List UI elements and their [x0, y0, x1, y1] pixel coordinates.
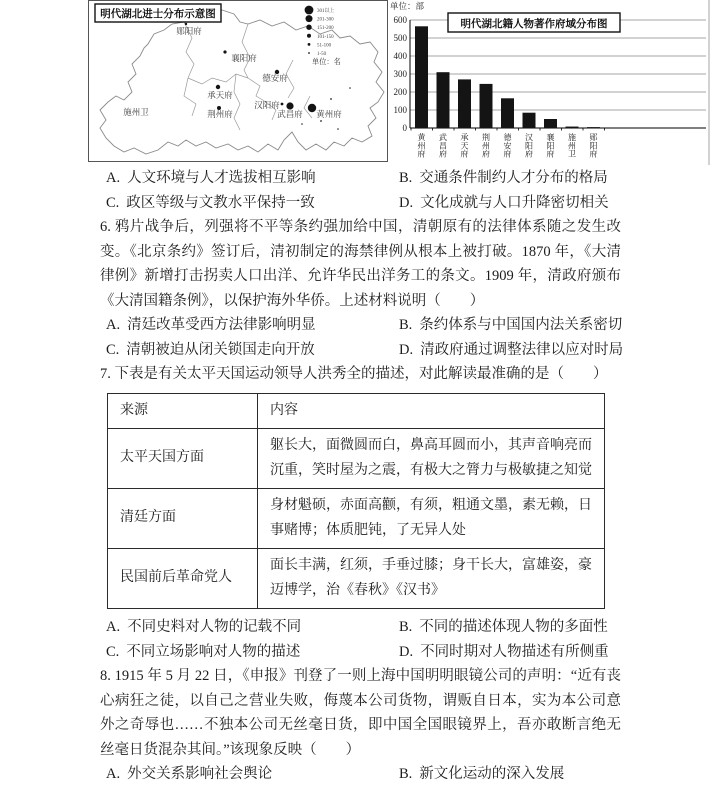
q7-options: [100, 615, 621, 664]
option-text: 不同史料对人物的记载不同: [127, 619, 302, 635]
map-place-label: 汉阳府: [254, 100, 280, 110]
option-letter: A.: [106, 619, 121, 635]
q7-option-a: [106, 615, 399, 640]
option-letter: B.: [399, 766, 413, 782]
chart-x-labels: [411, 128, 605, 159]
option-text: 交通条件制约人才分布的格局: [419, 170, 608, 186]
q7-option-d: [399, 640, 621, 665]
option-text: 文化成就与人口升降密切相关: [420, 194, 609, 211]
q7-stem: 7. 下表是有关太平天国运动领导人洪秀全的描述，对此解读最准确的是（ ）: [100, 366, 608, 382]
option-text: 外交关系影响社会舆论: [127, 766, 273, 782]
map-place-label: 施州卫: [123, 107, 149, 117]
y-tick-label: 200: [393, 87, 407, 97]
y-tick-label: 600: [393, 15, 407, 25]
x-category-label: 德安府: [503, 133, 512, 159]
map-dot: [216, 85, 220, 89]
bar: [415, 26, 428, 128]
cell-source: 太平天国方面: [108, 429, 258, 489]
map-unit-label: 单位：名: [312, 58, 341, 66]
cell-content: 身材魁硕，赤面高颧，有须，粗通文墨，素无赖，日事赌博；体质肥钝，了无异人处: [258, 489, 605, 549]
legend-dot: [306, 25, 311, 30]
x-category-label: 武昌府: [439, 133, 447, 159]
option-letter: A.: [106, 766, 121, 782]
option-letter: A.: [106, 317, 121, 333]
q8-stem: 8. 1915 年 5 月 22 日，《申报》刊登了一则上海中国明明眼镜公司的声明：“近有丧心病狂之徒，以自己之营业失败，侮蔑本公司货物，谓贩自日本，实为本公司意外之奇辱也……不独本公司无丝毫日货，即中国全国眼镜界上，吾亦敢断言绝无丝毫日货混杂其间。”该现象反映（ ）: [100, 668, 621, 758]
q6-option-a: [106, 313, 399, 338]
y-tick-label: 0: [402, 123, 407, 133]
q8-option-b: [399, 762, 621, 787]
bar: [566, 127, 579, 128]
table-header-row: [108, 393, 605, 429]
y-tick-label: 500: [393, 33, 407, 43]
cell-content: 面长丰满，红须，手垂过膝；身干长大，富雄姿，豪迈博学，治《春秋》《汉书》: [258, 549, 605, 609]
map-dot: [185, 23, 187, 25]
map-dot: [308, 104, 316, 112]
option-letter: B.: [399, 317, 413, 333]
map-place-label: 承天府: [207, 90, 233, 100]
option-text: 人文环境与人才选拔相互影响: [127, 170, 316, 186]
option-text: 清廷改革受西方法律影响明显: [127, 317, 316, 333]
x-category-label: 荆州府: [482, 133, 490, 159]
legend-range-label: 1-50: [317, 52, 327, 57]
map-place-label: 黄州府: [316, 109, 342, 119]
legend-dot: [305, 6, 314, 15]
map-title: 明代湖北进士分布示意图: [100, 9, 216, 20]
x-category-label: 郧阳府: [589, 133, 598, 159]
option-letter: D.: [399, 341, 414, 358]
bar: [587, 127, 600, 128]
map-place-label: 郧阳府: [176, 26, 202, 36]
figure-row: [0, 0, 711, 166]
legend-dot: [308, 43, 311, 46]
option-letter: B.: [399, 619, 413, 635]
cell-content: 躯长大，面微圆而白，鼻高耳圆而小，其声音响亮而沉重，笑时屋为之震，有极大之膂力与极敏捷之知觉: [258, 429, 605, 489]
question-content: [100, 166, 624, 787]
q5-option-c: [106, 191, 399, 216]
x-category-label: 承天府: [460, 133, 469, 159]
q8-options: [100, 762, 621, 787]
table-row: [108, 489, 605, 549]
bar: [544, 119, 557, 128]
x-category-label: 施州卫: [568, 133, 576, 159]
map-place-label: 武昌府: [277, 109, 303, 119]
q5-option-d: [399, 191, 621, 216]
legend-range-label: 51-100: [317, 43, 332, 49]
bar: [480, 84, 493, 128]
table-row: [108, 549, 605, 609]
legend-range-label: 301以上: [317, 9, 335, 14]
chart-bars: [415, 26, 600, 128]
option-letter: D.: [399, 194, 414, 211]
y-tick-label: 300: [393, 69, 407, 79]
legend-dot: [306, 15, 313, 22]
option-text: 新文化运动的深入发展: [419, 766, 565, 782]
legend-dot: [307, 34, 311, 38]
q6-stem: 6. 鸦片战争后，列强将不平等条约强加给中国，清朝原有的法律体系随之发生改变。《北京条约》签订后，清初制定的海禁律例从根本上被打破。1870 年，《大清律例》新增打击拐卖人口出洋、允许华民出洋务工的条文。1909 年，清政府颁布《大清国籍条例》，以保护海外华侨。上述材料说明（ ）: [100, 219, 621, 309]
q8-option-a: [106, 762, 399, 787]
y-tick-label: 400: [393, 51, 407, 61]
map-place-label: 荆州府: [207, 109, 233, 119]
option-letter: A.: [106, 170, 121, 186]
map-dot: [281, 103, 284, 106]
q6-option-b: [399, 313, 623, 338]
q5-option-a: [106, 166, 399, 191]
option-text: 清朝被迫从闭关锁国走向开放: [126, 341, 315, 358]
map-place-label: 襄阳府: [231, 53, 257, 63]
bar: [501, 98, 514, 128]
x-category-label: 汉阳府: [525, 133, 533, 159]
chart-title: 明代湖北籍人物著作府域分布图: [460, 19, 608, 30]
map-place-label: 德安府: [262, 73, 288, 83]
y-tick-label: 100: [393, 105, 407, 115]
works-bar-chart: [388, 0, 711, 165]
legend-range-label: 101-150: [317, 34, 334, 40]
q7-option-c: [106, 640, 399, 665]
header-source: 来源: [108, 393, 258, 429]
header-content: 内容: [258, 393, 605, 429]
option-letter: C.: [106, 194, 120, 211]
bar: [458, 79, 471, 128]
x-category-label: 黄州府: [417, 133, 426, 159]
option-text: 不同时期对人物描述有所侧重: [420, 643, 609, 660]
hong-xiuquan-description-table: [107, 393, 605, 610]
legend-range-label: 151-200: [317, 26, 334, 32]
q5-option-b: [399, 166, 621, 191]
option-text: 条约体系与中国国内法关系密切: [419, 317, 623, 333]
x-category-label: 襄阳府: [546, 133, 555, 159]
bar: [437, 72, 450, 128]
option-text: 不同的描述体现人物的多面性: [419, 619, 608, 635]
option-text: 不同立场影响对人物的描述: [126, 643, 301, 660]
cell-source: 清廷方面: [108, 489, 258, 549]
option-letter: C.: [106, 341, 120, 358]
bar: [523, 113, 536, 128]
chart-unit-label: 单位：部: [390, 1, 425, 11]
q6-options: [100, 313, 624, 362]
map-dot: [223, 50, 226, 53]
option-letter: C.: [106, 643, 120, 660]
q5-options: [100, 166, 621, 215]
table-row: [108, 429, 605, 489]
option-text: 政区等级与文教水平保持一致: [126, 194, 315, 211]
option-text: 清政府通过调整法律以应对时局: [420, 341, 624, 358]
legend-range-label: 201-300: [317, 17, 334, 23]
q6-option-d: [399, 338, 623, 363]
hubei-jinshi-map: [88, 0, 388, 163]
legend-dot: [308, 52, 310, 54]
map-frame: [89, 1, 388, 162]
cell-source: 民国前后革命党人: [108, 549, 258, 609]
option-letter: B.: [399, 170, 413, 186]
q7-option-b: [399, 615, 621, 640]
q6-option-c: [106, 338, 399, 363]
option-letter: D.: [399, 643, 414, 660]
